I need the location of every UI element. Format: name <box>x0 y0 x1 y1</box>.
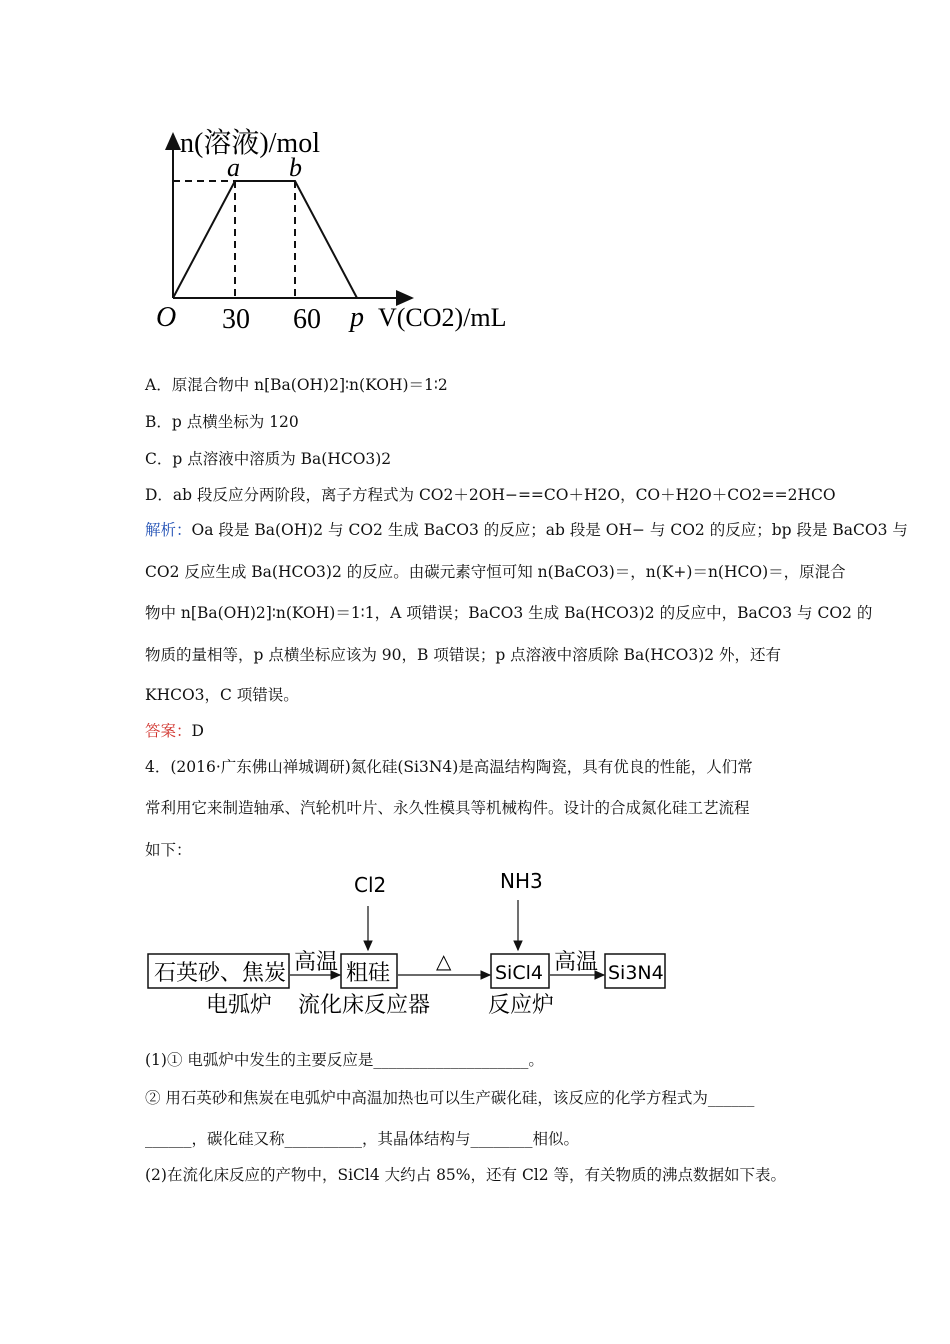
subquestion-1-1: (1)① 电弧炉中发生的主要反应是____________________。 <box>145 1051 544 1069</box>
analysis-line-3: 物中 n[Ba(OH)2]∶n(KOH)＝1∶1，A 项错误；BaCO3 生成 Ba(HCO3)2 的反应中，BaCO3 与 CO2 的 <box>145 604 873 622</box>
arrow-1-condition: 高温 <box>294 950 339 975</box>
tick-30: 30 <box>222 304 250 335</box>
answer-line <box>145 721 204 741</box>
analysis-line-1 <box>145 520 908 540</box>
y-axis-label: n(溶液)/mol <box>180 128 320 159</box>
analysis-line-5: KHCO3，C 项错误。 <box>145 686 299 704</box>
question4-line-1: 4．(2016·广东佛山禅城调研)氮化硅(Si3N4)是高温结构陶瓷，具有优良的性能，人们常 <box>145 758 753 776</box>
reagent-cl2: Cl2 <box>354 873 387 897</box>
option-c: C．p 点溶液中溶质为 Ba(HCO3)2 <box>145 450 392 468</box>
option-d: D．ab 段反应分两阶段，离子方程式为 CO2＋2OH−==CO＋H2O，CO＋H2O＋CO2==2HCO <box>145 486 836 504</box>
subquestion-1-2a: ② 用石英砂和焦炭在电弧炉中高温加热也可以生产碳化硅，该反应的化学方程式为______ <box>145 1089 755 1107</box>
arrow-3-condition: 高温 <box>554 950 599 975</box>
analysis-line-4: 物质的量相等，p 点横坐标应该为 90，B 项错误；p 点溶液中溶质除 Ba(HCO3)2 外，还有 <box>145 646 782 664</box>
electric-arc-furnace-label: 电弧炉 <box>206 993 273 1018</box>
answer-label: 答案： <box>145 722 192 740</box>
process-flow-diagram <box>140 860 680 1040</box>
point-a-label: a <box>227 153 240 182</box>
reaction-furnace-label: 反应炉 <box>488 993 555 1018</box>
point-b-label: b <box>289 153 302 182</box>
reagent-nh3: NH3 <box>500 869 543 893</box>
box-quartz-coke-label: 石英砂、焦炭 <box>154 961 287 986</box>
box-crude-silicon-label: 粗硅 <box>346 961 391 986</box>
x-axis-label: V(CO2)/mL <box>378 303 507 332</box>
curve <box>173 181 357 298</box>
arrow-2-condition: △ <box>436 949 452 973</box>
question4-line-3: 如下： <box>145 841 192 859</box>
origin-label: O <box>156 302 177 333</box>
option-a: A．原混合物中 n[Ba(OH)2]∶n(KOH)＝1∶2 <box>145 376 448 394</box>
point-p-label: p <box>350 302 364 333</box>
fluidized-bed-reactor-label: 流化床反应器 <box>298 993 431 1018</box>
tick-60: 60 <box>293 304 321 335</box>
box-sicl4-label: SiCl4 <box>495 962 543 984</box>
reaction-graph <box>150 120 510 350</box>
analysis-line-2: CO2 反应生成 Ba(HCO3)2 的反应。由碳元素守恒可知 n(BaCO3)＝，n(K+)＝n(HCO)＝，原混合 <box>145 563 846 581</box>
analysis-label: 解析： <box>145 521 192 539</box>
answer-value: D <box>191 722 204 740</box>
analysis-text-1: Oa 段是 Ba(OH)2 与 CO2 生成 BaCO3 的反应；ab 段是 OH− 与 CO2 的反应；bp 段是 BaCO3 与 <box>191 521 908 539</box>
question4-line-2: 常利用它来制造轴承、汽轮机叶片、永久性模具等机械构件。设计的合成氮化硅工艺流程 <box>145 799 750 817</box>
box-si3n4-label: Si3N4 <box>608 962 664 984</box>
option-b: B．p 点横坐标为 120 <box>145 413 299 431</box>
subquestion-1-2b: ______，碳化硅又称__________，其晶体结构与________相似。 <box>145 1130 580 1148</box>
subquestion-2: (2)在流化床反应的产物中，SiCl4 大约占 85%，还有 Cl2 等，有关物质的沸点数据如下表。 <box>145 1166 787 1184</box>
